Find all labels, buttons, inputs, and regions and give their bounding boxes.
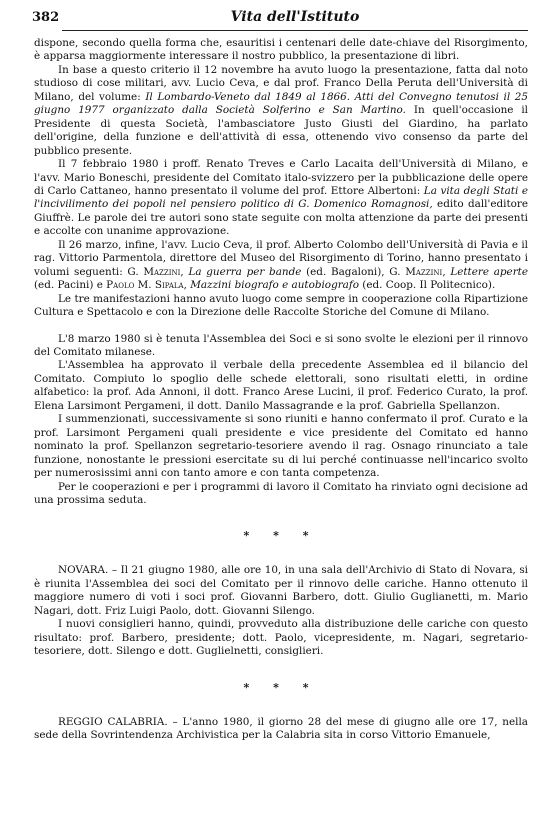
paragraph: Per le cooperazioni e per i programmi di lavoro il Comitato ha rinviato ogni decisione ad una prossima seduta. [34, 480, 528, 506]
paragraph: REGGIO CALABRIA. – L'anno 1980, il giorno 28 del mese di giugno alle ore 17, nella sede della Sovrintendenza Archivistica per la Calabria sita in corso Vittorio Emanuele, [34, 715, 528, 742]
section-separator: * * * [243, 529, 319, 543]
body-text [34, 37, 528, 507]
paragraph: dispone, secondo quella forma che, esauritisi i centenari delle date-chiave del Risorgimento, è apparsa maggiormente interessare il nostro pubblico, la presentazione di libri. [34, 37, 528, 63]
page-header [32, 8, 528, 31]
running-title: Vita dell'Istituto [230, 9, 360, 25]
paragraph: L'Assemblea ha approvato il verbale della precedente Assemblea ed il bilancio del Comitato. Compiuto lo spoglio delle schede elettorali, sono risultati eletti, in ordine alfabetico: la prof. Ada Annoni, il dott. Franco Arese Lucini, il prof. Federico Curato, la prof. Elena Larsimont Pergameni, il dott. Danilo Massagrande e la prof. Gabriella Spellanzon. [34, 359, 528, 412]
paragraph: I summenzionati, successivamente si sono riuniti e hanno confermato il prof. Curato e la prof. Larsimont Pergameni quali presidente e vice presidente del Comitato ed hanno nominato la prof. Spellanzon segretario-tesoriere avendo il rag. Osnago rinunciato a tale funzione, nonostante le pressioni esercitate su di lui perché continuasse nell'incarico svolto per numerosissimi anni con tanto amore e con tanta competenza. [34, 413, 528, 480]
paragraph: Il 26 marzo, infine, l'avv. Lucio Ceva, il prof. Alberto Colombo dell'Università di Pavia e il rag. Vittorio Parmentola, direttore del Museo del Risorgimento di Torino, hanno presentato i volumi seguenti: G. Mazzini, La guerra per bande (ed. Bagaloni), G. Mazzini, Lettere aperte (ed. Pacini) e Paolo M. Sipala, Mazzini biografo e autobiografo (ed. Coop. Il Politecnico). [34, 238, 528, 292]
paragraph: Le tre manifestazioni hanno avuto luogo come sempre in cooperazione colla Ripartizione Cultura e Spettacolo e con la Direzione delle Raccolte Storiche del Comune di Milano. [34, 292, 528, 319]
section-separator: * * * [243, 680, 319, 694]
paragraph: I nuovi consiglieri hanno, quindi, provveduto alla distribuzione delle cariche con questo risultato: prof. Barbero, presidente; dott. Paolo, vicepresidente, m. Nagari, segretario-tesoriere, dott. Silengo e dott. Guglielnetti, consiglieri. [34, 618, 528, 658]
paragraph: Il 7 febbraio 1980 i proff. Renato Treves e Carlo Lacaita dell'Università di Milano, e l'avv. Mario Boneschi, presidente del Comitato italo-svizzero per la pubblicazione delle opere di Carlo Cattaneo, hanno presentato il volume del prof. Ettore Albertoni: La vita degli Stati e l'incivilimento dei popoli nel pensiero politico di G. Domenico Romagnosi, edito dall'editore Giuffrè. Le parole dei tre autori sono state seguite con molta attenzione da parte dei presenti e accolte con unanime approvazione. [34, 158, 529, 238]
paragraph: L'8 marzo 1980 si è tenuta l'Assemblea dei Soci e si sono svolte le elezioni per il rinnovo del Comitato milanese. [34, 332, 528, 358]
body-text-reggio [34, 716, 528, 743]
paragraph: NOVARA. – Il 21 giugno 1980, alle ore 10, in una sala dell'Archivio di Stato di Novara, si è riunita l'Assemblea dei soci del Comitato per il rinnovo delle cariche. Hanno ottenuto il maggiore numero di voti i soci prof. Giovanni Barbero, dott. Giulio Guglianetti, m. Mario Nagari, dott. Friz Luigi Paolo, dott. Giovanni Silengo. [34, 564, 528, 617]
page-number: 382 [32, 10, 60, 25]
body-text-novara [34, 564, 528, 658]
paragraph: In base a questo criterio il 12 novembre ha avuto luogo la presentazione, fatta dal noto studioso di cose militari, avv. Lucio Ceva, e dal prof. Franco Della Peruta dell'Università di Milano, del volume: Il Lombardo-Veneto dal 1849 al 1866. Atti del Convegno tenutosi il 25 giugno 1977 organizzato dalla Società Solferino e San Martino. In quell'occasione il Presidente di questa Società, l'ambasciatore Justo Giusti del Giardino, ha parlato dell'origine, della funzione e dell'attività di essa, ottenendo vivo consenso da parte del pubblico presente. [34, 63, 528, 157]
